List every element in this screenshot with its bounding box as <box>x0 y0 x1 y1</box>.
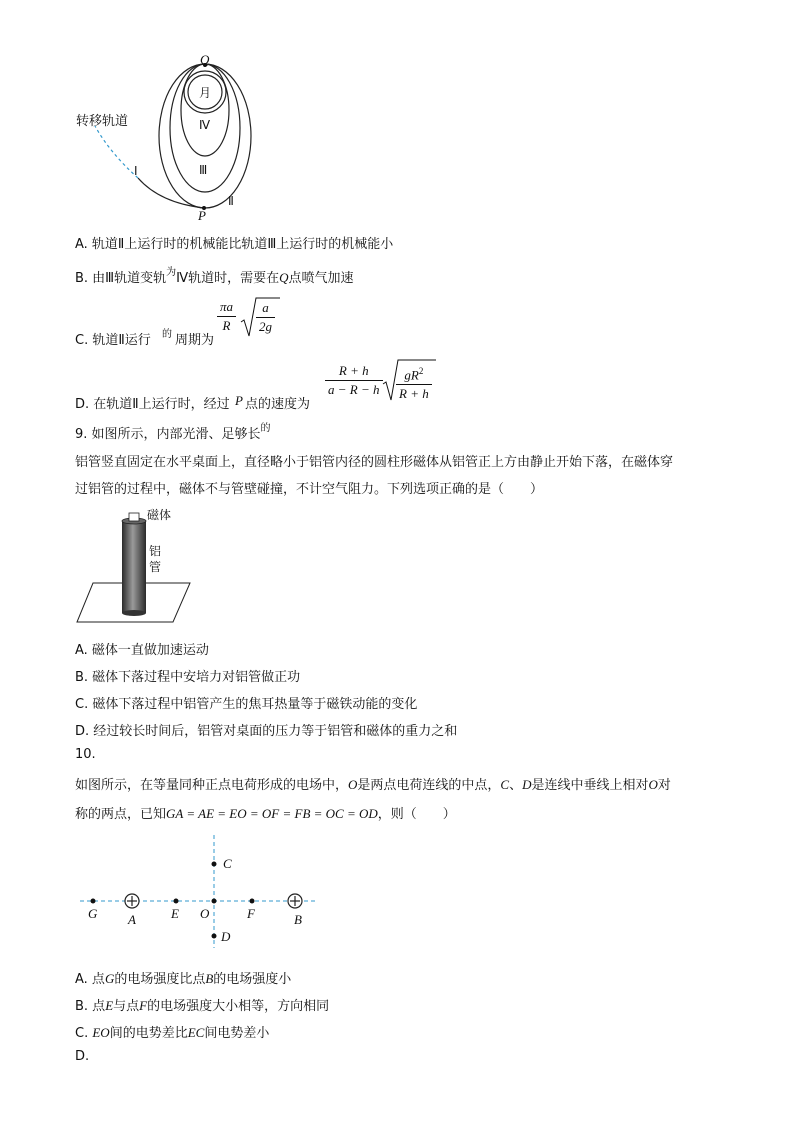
point-D <box>212 934 217 939</box>
q10-A-b: 的电场强度比点 <box>114 972 206 987</box>
q8-D-num: R + h <box>325 362 383 381</box>
label-A: A <box>128 912 136 927</box>
q10-l2-b: ，则（ ） <box>377 807 456 822</box>
q8-B-end: 点喷气加速 <box>288 271 354 286</box>
q8-D-P: P <box>235 393 243 408</box>
q10-line1 <box>75 774 671 793</box>
q10-B-F: F <box>139 998 148 1013</box>
q10-A-B: B <box>205 971 214 986</box>
q9-option-C: C. 磁体下落过程中铝管产生的焦耳热量等于磁铁动能的变化 <box>75 697 418 712</box>
q8-D-sqrt-den: R + h <box>399 386 429 402</box>
q8-option-A <box>75 233 393 252</box>
q10-B-E: E <box>105 998 114 1013</box>
magnet <box>129 513 139 521</box>
q8-option-B <box>75 267 354 286</box>
point-E <box>174 899 179 904</box>
q9-option-B: B. 磁体下落过程中安培力对铝管做正功 <box>75 670 301 685</box>
q10-l2-a: 称的两点，已知 <box>75 807 167 822</box>
q10-l1-O2: O <box>648 777 658 792</box>
label-tube-1: 铝 <box>149 544 162 558</box>
q10-B-b: 与点 <box>113 999 140 1014</box>
q10-A-G: G <box>104 971 115 986</box>
label-O: O <box>200 906 210 921</box>
q10-option-C <box>75 1022 269 1041</box>
label-E: E <box>171 906 179 921</box>
label-orbit-II: Ⅱ <box>228 194 234 208</box>
point-G <box>91 899 96 904</box>
q8-C-sqrt-den: 2g <box>259 319 272 334</box>
q9-line2: 过铝管的过程中，磁体不与管壁碰撞，不计空气阻力。下列选项正确的是（ ） <box>75 482 544 497</box>
q8-D-pre: D. 在轨道Ⅱ上运行时，经过 <box>75 397 230 412</box>
q8-C-num: πa <box>217 298 236 317</box>
charge-figure <box>75 830 325 950</box>
label-G: G <box>88 906 98 921</box>
charge-diagram <box>75 830 325 950</box>
q8-C-pre: C. 轨道Ⅱ运行 <box>75 333 151 348</box>
q10-l1-C: C <box>500 777 510 792</box>
q10-number: 10. <box>75 747 96 762</box>
label-transfer-orbit: 转移轨道 <box>76 114 129 129</box>
label-orbit-III: Ⅲ <box>199 163 208 177</box>
q8-option-A-text: A. 轨道Ⅱ上运行时的机械能比轨道Ⅲ上运行时的机械能小 <box>75 237 394 252</box>
q8-C-mid: 的 <box>162 329 172 340</box>
label-magnet: 磁体 <box>147 508 172 522</box>
q10-C-a: C. <box>75 1026 93 1041</box>
q10-l1-e: 对 <box>657 778 671 793</box>
q8-C-sqrt-num: a <box>256 299 275 318</box>
q8-B-Q: Q <box>279 270 289 285</box>
label-moon: 月 <box>199 86 212 100</box>
tube-bottom <box>122 610 146 616</box>
q8-D-post: 点的速度为 <box>245 397 311 412</box>
q10-l1-d: 是连线中垂线上相对 <box>531 778 649 793</box>
q8-B-pre: B. 由Ⅲ轨道变轨 <box>75 271 167 286</box>
q10-C-b: 间的电势差比 <box>109 1026 188 1041</box>
q8-C-fraction <box>217 298 236 335</box>
transfer-orbit <box>95 126 138 178</box>
label-orbit-IV: Ⅳ <box>199 118 211 132</box>
q8-D-sqrt-num: gR <box>404 367 419 383</box>
q8-option-D <box>75 358 455 412</box>
q8-B-post: Ⅳ轨道时，需要在 <box>176 271 280 286</box>
q10-C-EO: EO <box>92 1025 110 1040</box>
q8-D-den: a − R − h <box>328 382 380 397</box>
q9-option-A: A. 磁体一直做加速运动 <box>75 643 209 658</box>
point-O <box>212 899 217 904</box>
q8-C-den: R <box>222 318 231 333</box>
orbit-diagram <box>70 48 270 228</box>
q9-line1: 铝管竖直固定在水平桌面上，直径略小于铝管内径的圆柱形磁体从铝管正上方由静止开始下落，在磁体穿 <box>75 455 674 470</box>
point-C <box>212 862 217 867</box>
q8-B-mid: 为 <box>166 267 177 278</box>
orbit-figure <box>70 48 270 228</box>
label-orbit-I: Ⅰ <box>134 164 138 178</box>
orbit-I <box>138 178 204 208</box>
q8-D-fraction <box>325 362 383 399</box>
tube-figure <box>75 505 205 630</box>
orbit-IV <box>181 64 229 156</box>
q9-option-D: D. 经过较长时间后，铝管对桌面的压力等于铝管和磁体的重力之和 <box>75 724 458 739</box>
q8-C-post: 周期为 <box>175 333 215 348</box>
q10-C-c: 间电势差小 <box>204 1026 270 1041</box>
q10-B-c: 的电场强度大小相等，方向相同 <box>147 999 330 1014</box>
q10-B-a: B. 点 <box>75 999 106 1014</box>
label-Q: Q <box>200 52 210 67</box>
q9-head: 9. 如图所示，内部光滑、足够长 <box>75 427 261 442</box>
aluminum-tube <box>122 521 146 613</box>
q10-l1-O: O <box>348 777 358 792</box>
label-P: P <box>198 208 206 223</box>
q10-l1-c: 、 <box>509 778 523 793</box>
q8-C-sqrt-frac <box>256 299 275 336</box>
label-C: C <box>223 856 232 871</box>
label-F: F <box>247 906 255 921</box>
point-F <box>250 899 255 904</box>
label-tube-2: 管 <box>149 560 162 574</box>
q9-heading <box>75 423 271 442</box>
q10-line2 <box>75 803 456 822</box>
q9-head-sup: 的 <box>260 423 271 434</box>
q10-l1-a: 如图所示，在等量同种正点电荷形成的电场中， <box>75 778 349 793</box>
label-D: D <box>221 929 231 944</box>
tube-diagram <box>75 505 205 630</box>
q10-option-B <box>75 995 329 1014</box>
q10-A-a: A. 点 <box>75 972 105 987</box>
q10-option-A <box>75 968 291 987</box>
q10-A-c: 的电场强度小 <box>213 972 292 987</box>
q8-D-sqrt-frac <box>396 362 432 403</box>
q8-D-sqrt-exp: 2 <box>418 366 424 376</box>
q10-C-EC: EC <box>187 1025 205 1040</box>
q10-option-D: D. <box>75 1049 90 1064</box>
q10-l1-b: 是两点电荷连线的中点， <box>357 778 501 793</box>
q10-l1-D: D <box>522 777 532 792</box>
label-B: B <box>294 912 302 927</box>
q10-l2-eq: GA = AE = EO = OF = FB = OC = OD <box>166 806 378 821</box>
